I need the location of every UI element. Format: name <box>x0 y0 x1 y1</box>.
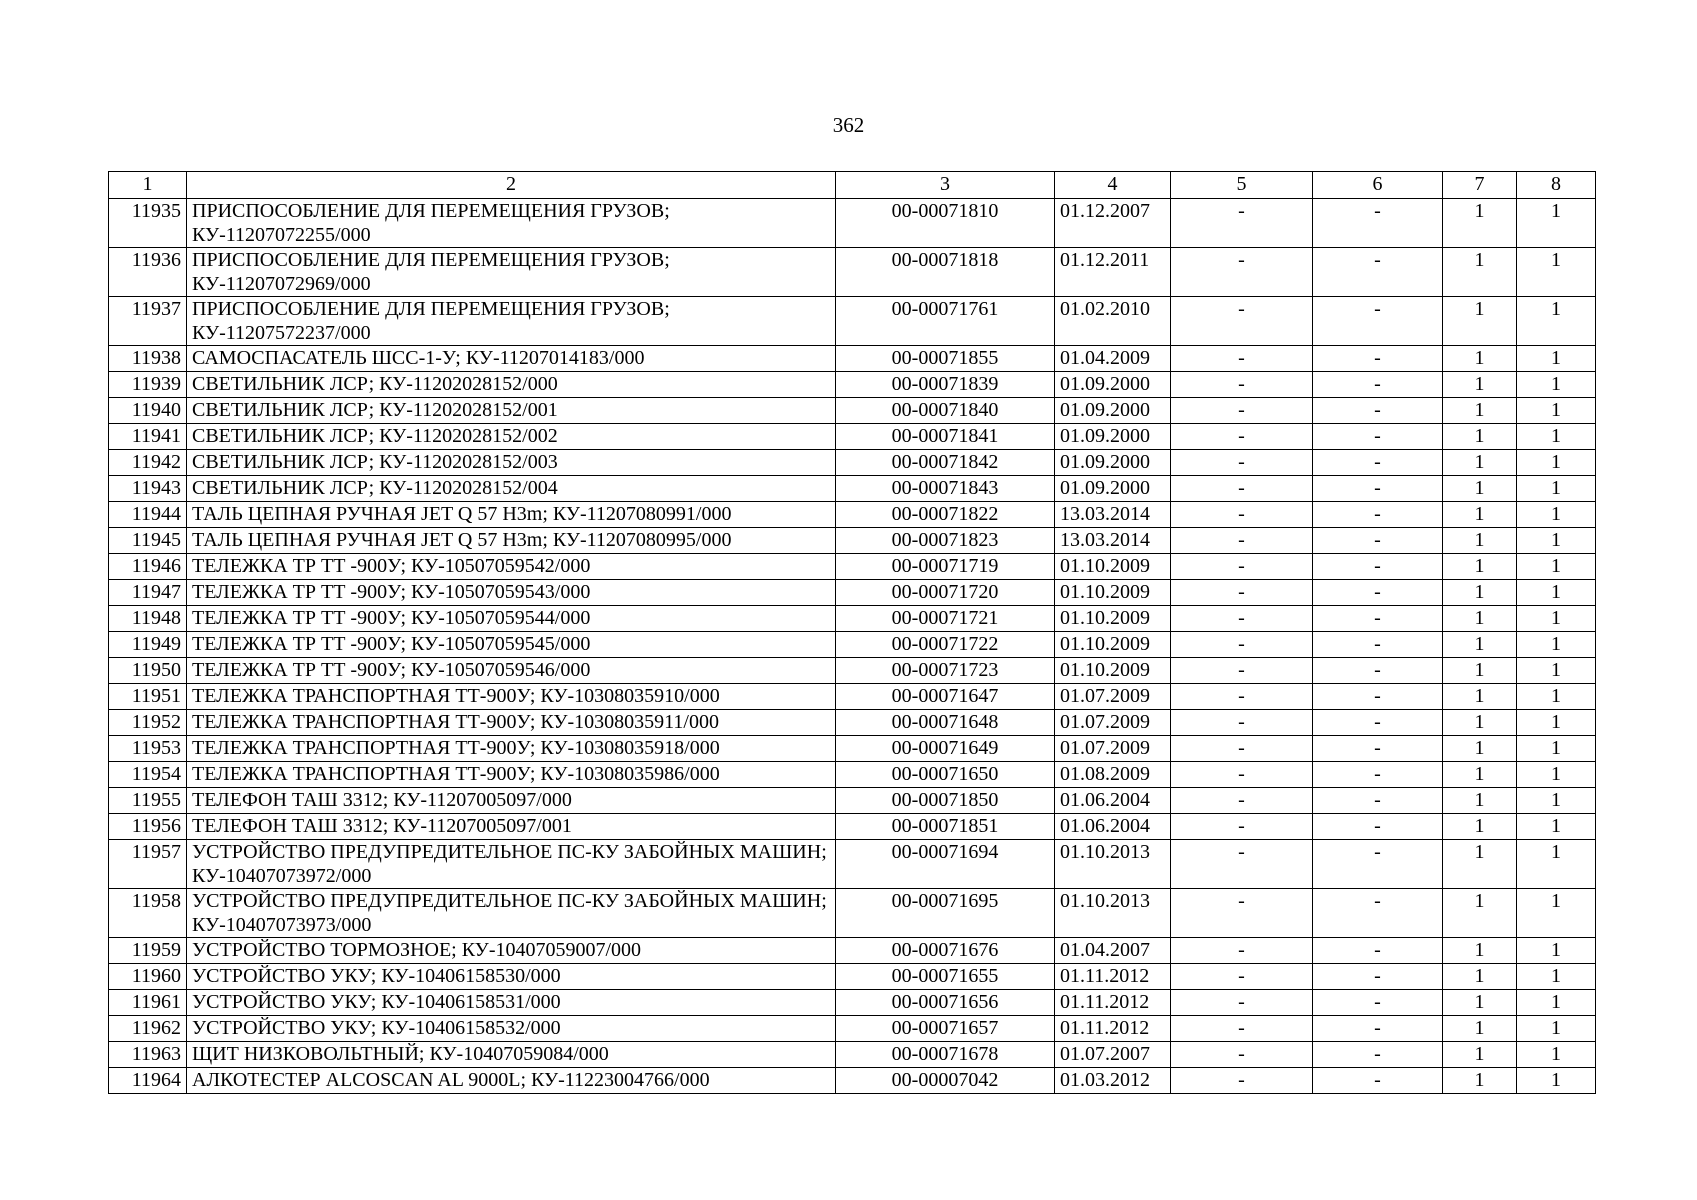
column-8-cell: 1 <box>1517 990 1596 1016</box>
column-7-cell: 1 <box>1443 889 1517 938</box>
header-row <box>109 172 1596 199</box>
item-name: ПРИСПОСОБЛЕНИЕ ДЛЯ ПЕРЕМЕЩЕНИЯ ГРУЗОВ; КУ-11207072969/000 <box>187 248 836 297</box>
column-6-cell: - <box>1313 658 1443 684</box>
column-5-cell: - <box>1171 684 1313 710</box>
item-name: УСТРОЙСТВО ПРЕДУПРЕДИТЕЛЬНОЕ ПС-КУ ЗАБОЙНЫХ МАШИН; КУ-10407073973/000 <box>187 889 836 938</box>
inventory-number: 00-00071840 <box>836 398 1055 424</box>
column-7-cell: 1 <box>1443 398 1517 424</box>
column-7-cell: 1 <box>1443 938 1517 964</box>
item-name: СВЕТИЛЬНИК ЛСР; КУ-11202028152/002 <box>187 424 836 450</box>
inventory-number: 00-00071720 <box>836 580 1055 606</box>
row-number: 11941 <box>109 424 187 450</box>
column-8-cell: 1 <box>1517 710 1596 736</box>
inventory-number: 00-00071823 <box>836 528 1055 554</box>
column-5-cell: - <box>1171 736 1313 762</box>
column-8-cell: 1 <box>1517 372 1596 398</box>
table-row <box>109 938 1596 964</box>
column-8-cell: 1 <box>1517 658 1596 684</box>
date-cell: 01.06.2004 <box>1055 788 1171 814</box>
date-cell: 01.10.2009 <box>1055 580 1171 606</box>
inventory-number: 00-00071655 <box>836 964 1055 990</box>
table-row <box>109 424 1596 450</box>
table-body <box>109 199 1596 1094</box>
row-number: 11949 <box>109 632 187 658</box>
date-cell: 01.07.2009 <box>1055 710 1171 736</box>
table-row <box>109 990 1596 1016</box>
item-name: ТЕЛЕЖКА ТР ТТ -900У; КУ-10507059543/000 <box>187 580 836 606</box>
date-cell: 01.09.2000 <box>1055 398 1171 424</box>
column-7-cell: 1 <box>1443 1042 1517 1068</box>
column-5-cell: - <box>1171 424 1313 450</box>
table-row <box>109 710 1596 736</box>
column-5-cell: - <box>1171 990 1313 1016</box>
inventory-number: 00-00071678 <box>836 1042 1055 1068</box>
column-8-cell: 1 <box>1517 1068 1596 1094</box>
column-5-cell: - <box>1171 297 1313 346</box>
inventory-number: 00-00071818 <box>836 248 1055 297</box>
date-cell: 01.10.2013 <box>1055 840 1171 889</box>
date-cell: 01.04.2009 <box>1055 346 1171 372</box>
item-name: ЩИТ НИЗКОВОЛЬТНЫЙ; КУ-10407059084/000 <box>187 1042 836 1068</box>
item-name: ПРИСПОСОБЛЕНИЕ ДЛЯ ПЕРЕМЕЩЕНИЯ ГРУЗОВ; КУ-11207072255/000 <box>187 199 836 248</box>
column-6-cell: - <box>1313 502 1443 528</box>
column-7-cell: 1 <box>1443 632 1517 658</box>
row-number: 11951 <box>109 684 187 710</box>
column-7-cell: 1 <box>1443 990 1517 1016</box>
row-number: 11963 <box>109 1042 187 1068</box>
column-8-cell: 1 <box>1517 476 1596 502</box>
column-6-cell: - <box>1313 632 1443 658</box>
column-7-cell: 1 <box>1443 788 1517 814</box>
column-6-cell: - <box>1313 840 1443 889</box>
date-cell: 01.11.2012 <box>1055 964 1171 990</box>
table-row <box>109 1016 1596 1042</box>
column-7-cell: 1 <box>1443 606 1517 632</box>
column-7-cell: 1 <box>1443 736 1517 762</box>
column-7-cell: 1 <box>1443 710 1517 736</box>
column-8-cell: 1 <box>1517 938 1596 964</box>
column-5-cell: - <box>1171 372 1313 398</box>
column-6-cell: - <box>1313 372 1443 398</box>
inventory-number: 00-00007042 <box>836 1068 1055 1094</box>
column-7-cell: 1 <box>1443 199 1517 248</box>
column-8-cell: 1 <box>1517 580 1596 606</box>
table-row <box>109 398 1596 424</box>
column-7-cell: 1 <box>1443 658 1517 684</box>
column-6-cell: - <box>1313 762 1443 788</box>
date-cell: 01.04.2007 <box>1055 938 1171 964</box>
column-6-cell: - <box>1313 554 1443 580</box>
row-number: 11946 <box>109 554 187 580</box>
inventory-number: 00-00071695 <box>836 889 1055 938</box>
column-5-cell: - <box>1171 889 1313 938</box>
column-6-cell: - <box>1313 424 1443 450</box>
date-cell: 01.03.2012 <box>1055 1068 1171 1094</box>
item-name: ТАЛЬ ЦЕПНАЯ РУЧНАЯ JET Q 57 Н3m; КУ-11207080991/000 <box>187 502 836 528</box>
column-header: 3 <box>836 172 1055 199</box>
inventory-number: 00-00071822 <box>836 502 1055 528</box>
item-name: УСТРОЙСТВО УКУ; КУ-10406158530/000 <box>187 964 836 990</box>
column-8-cell: 1 <box>1517 606 1596 632</box>
column-8-cell: 1 <box>1517 424 1596 450</box>
date-cell: 01.09.2000 <box>1055 476 1171 502</box>
column-5-cell: - <box>1171 840 1313 889</box>
item-name: УСТРОЙСТВО ПРЕДУПРЕДИТЕЛЬНОЕ ПС-КУ ЗАБОЙНЫХ МАШИН; КУ-10407073972/000 <box>187 840 836 889</box>
table-row <box>109 889 1596 938</box>
column-6-cell: - <box>1313 1016 1443 1042</box>
table-row <box>109 736 1596 762</box>
inventory-number: 00-00071676 <box>836 938 1055 964</box>
row-number: 11938 <box>109 346 187 372</box>
item-name: САМОСПАСАТЕЛЬ ШСС-1-У; КУ-11207014183/000 <box>187 346 836 372</box>
table-row <box>109 964 1596 990</box>
column-6-cell: - <box>1313 199 1443 248</box>
item-name: ТЕЛЕЖКА ТР ТТ -900У; КУ-10507059544/000 <box>187 606 836 632</box>
column-6-cell: - <box>1313 684 1443 710</box>
inventory-number: 00-00071839 <box>836 372 1055 398</box>
row-number: 11936 <box>109 248 187 297</box>
column-8-cell: 1 <box>1517 1042 1596 1068</box>
column-5-cell: - <box>1171 528 1313 554</box>
item-name: УСТРОЙСТВО УКУ; КУ-10406158531/000 <box>187 990 836 1016</box>
item-name: СВЕТИЛЬНИК ЛСР; КУ-11202028152/001 <box>187 398 836 424</box>
row-number: 11942 <box>109 450 187 476</box>
column-5-cell: - <box>1171 199 1313 248</box>
table-row <box>109 658 1596 684</box>
table-row <box>109 199 1596 248</box>
column-7-cell: 1 <box>1443 450 1517 476</box>
table-row <box>109 528 1596 554</box>
column-6-cell: - <box>1313 889 1443 938</box>
column-7-cell: 1 <box>1443 964 1517 990</box>
column-7-cell: 1 <box>1443 580 1517 606</box>
item-name: АЛКОТЕСТЕР ALCOSCAN AL 9000L; КУ-11223004766/000 <box>187 1068 836 1094</box>
item-name: СВЕТИЛЬНИК ЛСР; КУ-11202028152/000 <box>187 372 836 398</box>
column-7-cell: 1 <box>1443 840 1517 889</box>
table-row <box>109 1068 1596 1094</box>
column-5-cell: - <box>1171 476 1313 502</box>
row-number: 11960 <box>109 964 187 990</box>
item-name: ТЕЛЕЖКА ТР ТТ -900У; КУ-10507059546/000 <box>187 658 836 684</box>
column-7-cell: 1 <box>1443 1016 1517 1042</box>
column-6-cell: - <box>1313 814 1443 840</box>
column-8-cell: 1 <box>1517 814 1596 840</box>
column-5-cell: - <box>1171 346 1313 372</box>
inventory-number: 00-00071810 <box>836 199 1055 248</box>
column-5-cell: - <box>1171 248 1313 297</box>
column-8-cell: 1 <box>1517 964 1596 990</box>
date-cell: 01.10.2009 <box>1055 606 1171 632</box>
column-8-cell: 1 <box>1517 528 1596 554</box>
column-6-cell: - <box>1313 606 1443 632</box>
column-7-cell: 1 <box>1443 554 1517 580</box>
column-8-cell: 1 <box>1517 248 1596 297</box>
row-number: 11952 <box>109 710 187 736</box>
column-8-cell: 1 <box>1517 554 1596 580</box>
column-6-cell: - <box>1313 964 1443 990</box>
row-number: 11962 <box>109 1016 187 1042</box>
date-cell: 01.10.2009 <box>1055 658 1171 684</box>
inventory-number: 00-00071694 <box>836 840 1055 889</box>
row-number: 11953 <box>109 736 187 762</box>
column-header: 6 <box>1313 172 1443 199</box>
table-row <box>109 450 1596 476</box>
row-number: 11961 <box>109 990 187 1016</box>
date-cell: 01.10.2009 <box>1055 554 1171 580</box>
column-8-cell: 1 <box>1517 840 1596 889</box>
inventory-table <box>108 171 1596 1094</box>
inventory-number: 00-00071723 <box>836 658 1055 684</box>
date-cell: 01.09.2000 <box>1055 450 1171 476</box>
row-number: 11950 <box>109 658 187 684</box>
column-5-cell: - <box>1171 502 1313 528</box>
table-row <box>109 476 1596 502</box>
column-5-cell: - <box>1171 632 1313 658</box>
column-header: 8 <box>1517 172 1596 199</box>
row-number: 11935 <box>109 199 187 248</box>
column-8-cell: 1 <box>1517 684 1596 710</box>
column-7-cell: 1 <box>1443 297 1517 346</box>
table-row <box>109 346 1596 372</box>
column-5-cell: - <box>1171 580 1313 606</box>
column-6-cell: - <box>1313 990 1443 1016</box>
date-cell: 01.07.2009 <box>1055 684 1171 710</box>
column-6-cell: - <box>1313 450 1443 476</box>
column-6-cell: - <box>1313 736 1443 762</box>
row-number: 11937 <box>109 297 187 346</box>
column-8-cell: 1 <box>1517 346 1596 372</box>
item-name: ТЕЛЕЖКА ТРАНСПОРТНАЯ ТТ-900У; КУ-10308035918/000 <box>187 736 836 762</box>
column-8-cell: 1 <box>1517 297 1596 346</box>
column-header: 2 <box>187 172 836 199</box>
column-5-cell: - <box>1171 762 1313 788</box>
date-cell: 01.07.2009 <box>1055 736 1171 762</box>
row-number: 11957 <box>109 840 187 889</box>
column-5-cell: - <box>1171 788 1313 814</box>
inventory-number: 00-00071841 <box>836 424 1055 450</box>
column-header: 4 <box>1055 172 1171 199</box>
row-number: 11945 <box>109 528 187 554</box>
column-6-cell: - <box>1313 1042 1443 1068</box>
column-6-cell: - <box>1313 476 1443 502</box>
table-row <box>109 684 1596 710</box>
table-row <box>109 788 1596 814</box>
row-number: 11947 <box>109 580 187 606</box>
column-7-cell: 1 <box>1443 762 1517 788</box>
date-cell: 01.11.2012 <box>1055 990 1171 1016</box>
table-row <box>109 632 1596 658</box>
column-5-cell: - <box>1171 1016 1313 1042</box>
table-row <box>109 762 1596 788</box>
column-7-cell: 1 <box>1443 248 1517 297</box>
column-5-cell: - <box>1171 964 1313 990</box>
inventory-number: 00-00071843 <box>836 476 1055 502</box>
column-7-cell: 1 <box>1443 424 1517 450</box>
row-number: 11954 <box>109 762 187 788</box>
page-number: 362 <box>832 113 865 137</box>
column-5-cell: - <box>1171 450 1313 476</box>
row-number: 11948 <box>109 606 187 632</box>
date-cell: 13.03.2014 <box>1055 502 1171 528</box>
inventory-number: 00-00071650 <box>836 762 1055 788</box>
column-5-cell: - <box>1171 606 1313 632</box>
column-6-cell: - <box>1313 1068 1443 1094</box>
date-cell: 01.11.2012 <box>1055 1016 1171 1042</box>
column-header: 5 <box>1171 172 1313 199</box>
column-5-cell: - <box>1171 554 1313 580</box>
item-name: ПРИСПОСОБЛЕНИЕ ДЛЯ ПЕРЕМЕЩЕНИЯ ГРУЗОВ; КУ-11207572237/000 <box>187 297 836 346</box>
column-6-cell: - <box>1313 938 1443 964</box>
item-name: ТЕЛЕЖКА ТРАНСПОРТНАЯ ТТ-900У; КУ-10308035911/000 <box>187 710 836 736</box>
table-row <box>109 1042 1596 1068</box>
table-row <box>109 372 1596 398</box>
column-5-cell: - <box>1171 398 1313 424</box>
inventory-number: 00-00071648 <box>836 710 1055 736</box>
inventory-number: 00-00071842 <box>836 450 1055 476</box>
column-5-cell: - <box>1171 814 1313 840</box>
item-name: ТЕЛЕЖКА ТР ТТ -900У; КУ-10507059542/000 <box>187 554 836 580</box>
column-8-cell: 1 <box>1517 762 1596 788</box>
column-7-cell: 1 <box>1443 476 1517 502</box>
table-row <box>109 814 1596 840</box>
row-number: 11939 <box>109 372 187 398</box>
column-6-cell: - <box>1313 248 1443 297</box>
row-number: 11956 <box>109 814 187 840</box>
item-name: СВЕТИЛЬНИК ЛСР; КУ-11202028152/003 <box>187 450 836 476</box>
column-8-cell: 1 <box>1517 502 1596 528</box>
item-name: ТЕЛЕФОН ТАШ 3312; КУ-11207005097/001 <box>187 814 836 840</box>
row-number: 11944 <box>109 502 187 528</box>
column-6-cell: - <box>1313 297 1443 346</box>
date-cell: 01.08.2009 <box>1055 762 1171 788</box>
inventory-number: 00-00071851 <box>836 814 1055 840</box>
column-5-cell: - <box>1171 1068 1313 1094</box>
date-cell: 01.02.2010 <box>1055 297 1171 346</box>
table-row <box>109 606 1596 632</box>
item-name: ТЕЛЕЖКА ТРАНСПОРТНАЯ ТТ-900У; КУ-10308035910/000 <box>187 684 836 710</box>
date-cell: 01.10.2013 <box>1055 889 1171 938</box>
column-6-cell: - <box>1313 580 1443 606</box>
column-7-cell: 1 <box>1443 528 1517 554</box>
item-name: УСТРОЙСТВО УКУ; КУ-10406158532/000 <box>187 1016 836 1042</box>
column-6-cell: - <box>1313 528 1443 554</box>
date-cell: 13.03.2014 <box>1055 528 1171 554</box>
row-number: 11964 <box>109 1068 187 1094</box>
column-6-cell: - <box>1313 710 1443 736</box>
inventory-number: 00-00071855 <box>836 346 1055 372</box>
table-row <box>109 297 1596 346</box>
column-7-cell: 1 <box>1443 346 1517 372</box>
table-row <box>109 554 1596 580</box>
column-6-cell: - <box>1313 346 1443 372</box>
inventory-number: 00-00071761 <box>836 297 1055 346</box>
item-name: ТЕЛЕЖКА ТРАНСПОРТНАЯ ТТ-900У; КУ-10308035986/000 <box>187 762 836 788</box>
column-8-cell: 1 <box>1517 1016 1596 1042</box>
date-cell: 01.07.2007 <box>1055 1042 1171 1068</box>
table-row <box>109 502 1596 528</box>
column-5-cell: - <box>1171 1042 1313 1068</box>
column-8-cell: 1 <box>1517 199 1596 248</box>
inventory-number: 00-00071722 <box>836 632 1055 658</box>
column-6-cell: - <box>1313 788 1443 814</box>
inventory-number: 00-00071647 <box>836 684 1055 710</box>
column-5-cell: - <box>1171 658 1313 684</box>
date-cell: 01.12.2011 <box>1055 248 1171 297</box>
column-8-cell: 1 <box>1517 450 1596 476</box>
table-row <box>109 580 1596 606</box>
row-number: 11943 <box>109 476 187 502</box>
item-name: ТЕЛЕФОН ТАШ 3312; КУ-11207005097/000 <box>187 788 836 814</box>
column-7-cell: 1 <box>1443 684 1517 710</box>
inventory-number: 00-00071649 <box>836 736 1055 762</box>
date-cell: 01.09.2000 <box>1055 424 1171 450</box>
row-number: 11940 <box>109 398 187 424</box>
date-cell: 01.10.2009 <box>1055 632 1171 658</box>
item-name: УСТРОЙСТВО ТОРМОЗНОЕ; КУ-10407059007/000 <box>187 938 836 964</box>
column-6-cell: - <box>1313 398 1443 424</box>
column-header: 7 <box>1443 172 1517 199</box>
item-name: ТАЛЬ ЦЕПНАЯ РУЧНАЯ JET Q 57 Н3m; КУ-11207080995/000 <box>187 528 836 554</box>
item-name: ТЕЛЕЖКА ТР ТТ -900У; КУ-10507059545/000 <box>187 632 836 658</box>
column-7-cell: 1 <box>1443 502 1517 528</box>
item-name: СВЕТИЛЬНИК ЛСР; КУ-11202028152/004 <box>187 476 836 502</box>
column-8-cell: 1 <box>1517 736 1596 762</box>
row-number: 11955 <box>109 788 187 814</box>
column-header: 1 <box>109 172 187 199</box>
date-cell: 01.06.2004 <box>1055 814 1171 840</box>
column-7-cell: 1 <box>1443 1068 1517 1094</box>
column-8-cell: 1 <box>1517 788 1596 814</box>
column-8-cell: 1 <box>1517 632 1596 658</box>
column-8-cell: 1 <box>1517 889 1596 938</box>
inventory-number: 00-00071850 <box>836 788 1055 814</box>
column-5-cell: - <box>1171 938 1313 964</box>
table-row <box>109 248 1596 297</box>
date-cell: 01.09.2000 <box>1055 372 1171 398</box>
column-5-cell: - <box>1171 710 1313 736</box>
row-number: 11958 <box>109 889 187 938</box>
inventory-number: 00-00071656 <box>836 990 1055 1016</box>
inventory-number: 00-00071719 <box>836 554 1055 580</box>
table-row <box>109 840 1596 889</box>
column-7-cell: 1 <box>1443 372 1517 398</box>
date-cell: 01.12.2007 <box>1055 199 1171 248</box>
column-8-cell: 1 <box>1517 398 1596 424</box>
row-number: 11959 <box>109 938 187 964</box>
inventory-number: 00-00071721 <box>836 606 1055 632</box>
inventory-number: 00-00071657 <box>836 1016 1055 1042</box>
column-7-cell: 1 <box>1443 814 1517 840</box>
